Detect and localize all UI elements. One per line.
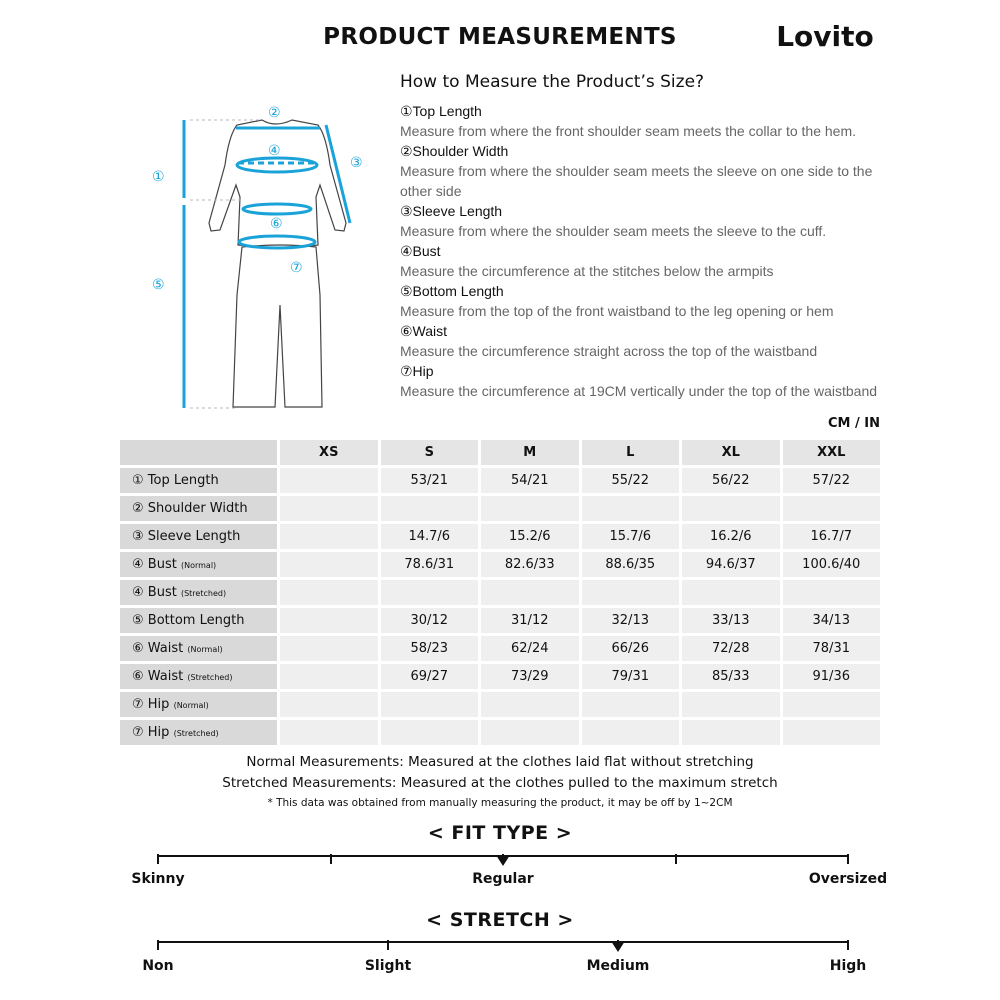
diagram-label-2: ② bbox=[268, 105, 281, 121]
diagram-label-4: ④ bbox=[268, 143, 281, 159]
diagram-label-6: ⑥ bbox=[270, 216, 283, 232]
row-label-text: ⑦ Hip bbox=[132, 697, 170, 712]
normal-note: Normal Measurements: Measured at the clothes laid flat without stretching bbox=[246, 754, 754, 770]
size-header: XL bbox=[682, 440, 780, 465]
guide-item-desc: Measure the circumference at the stitches below the armpits bbox=[400, 263, 774, 279]
scale-label: Oversized bbox=[808, 871, 888, 887]
row-label-text: ③ Sleeve Length bbox=[132, 529, 241, 544]
stretched-note: Stretched Measurements: Measured at the clothes pulled to the maximum stretch bbox=[222, 775, 778, 791]
table-cell: 16.7/7 bbox=[783, 524, 881, 549]
guide-item-title: ②Shoulder Width bbox=[400, 143, 509, 159]
table-cell: 66/26 bbox=[582, 636, 680, 661]
scale-tick bbox=[157, 940, 159, 950]
size-header: XS bbox=[280, 440, 378, 465]
scale-tick bbox=[847, 940, 849, 950]
table-cell: 54/21 bbox=[481, 468, 579, 493]
table-cell: 79/31 bbox=[582, 664, 680, 689]
table-cell: 91/36 bbox=[783, 664, 881, 689]
table-cell: 57/22 bbox=[783, 468, 881, 493]
size-header: S bbox=[381, 440, 479, 465]
table-cell: 16.2/6 bbox=[682, 524, 780, 549]
diagram-label-7: ⑦ bbox=[290, 260, 303, 276]
row-label-text: ② Shoulder Width bbox=[132, 501, 248, 516]
table-cell: 15.2/6 bbox=[481, 524, 579, 549]
guide-item-desc: Measure from where the shoulder seam meets the sleeve on one side to the other side bbox=[400, 163, 873, 199]
row-label-text: ① Top Length bbox=[132, 473, 219, 488]
page-title: PRODUCT MEASUREMENTS bbox=[323, 24, 677, 50]
row-label-qualifier: (Normal) bbox=[187, 645, 223, 654]
table-cell: 88.6/35 bbox=[582, 552, 680, 577]
size-header: M bbox=[481, 440, 579, 465]
table-cell: 100.6/40 bbox=[783, 552, 881, 577]
row-label-text: ⑦ Hip bbox=[132, 725, 170, 740]
scale-label: Non bbox=[142, 958, 174, 974]
accuracy-note: * This data was obtained from manually measuring the product, it may be off by 1~2CM bbox=[267, 797, 733, 809]
diagram-label-3: ③ bbox=[350, 155, 363, 171]
guide-item-title: ⑤Bottom Length bbox=[400, 283, 504, 299]
guide-item-title: ③Sleeve Length bbox=[400, 203, 503, 219]
size-header: XXL bbox=[783, 440, 881, 465]
table-cell: 69/27 bbox=[381, 664, 479, 689]
table-cell: 56/22 bbox=[682, 468, 780, 493]
table-cell: 58/23 bbox=[381, 636, 479, 661]
guide-heading: How to Measure the Product’s Size? bbox=[400, 72, 705, 92]
row-label-text: ⑥ Waist bbox=[132, 669, 184, 684]
table-cell: 72/28 bbox=[682, 636, 780, 661]
scale-tick bbox=[387, 940, 389, 950]
guide-item-desc: Measure the circumference straight across the top of the waistband bbox=[400, 343, 818, 359]
table-cell: 55/22 bbox=[582, 468, 680, 493]
table-cell: 78/31 bbox=[783, 636, 881, 661]
unit-label: CM / IN bbox=[828, 416, 880, 431]
table-cell: 82.6/33 bbox=[481, 552, 579, 577]
table-cell: 94.6/37 bbox=[682, 552, 780, 577]
size-header: L bbox=[582, 440, 680, 465]
brand-logo: Lovito bbox=[776, 20, 874, 53]
scale-label: Skinny bbox=[131, 871, 185, 887]
table-cell: 31/12 bbox=[481, 608, 579, 633]
scale-indicator-icon bbox=[611, 941, 625, 952]
table-cell: 15.7/6 bbox=[582, 524, 680, 549]
table-cell: 62/24 bbox=[481, 636, 579, 661]
table-cell: 14.7/6 bbox=[381, 524, 479, 549]
table-cell: 73/29 bbox=[481, 664, 579, 689]
guide-item-title: ⑥Waist bbox=[400, 323, 448, 339]
table-cell: 33/13 bbox=[682, 608, 780, 633]
guide-item-title: ①Top Length bbox=[400, 103, 482, 119]
diagram-label-5: ⑤ bbox=[152, 277, 165, 293]
stretch-title: < STRETCH > bbox=[426, 909, 574, 931]
row-label-qualifier: (Normal) bbox=[173, 701, 209, 710]
row-label-text: ⑥ Waist bbox=[132, 641, 184, 656]
guide-item-title: ④Bust bbox=[400, 243, 441, 259]
table-cell: 32/13 bbox=[582, 608, 680, 633]
table-cell: 30/12 bbox=[381, 608, 479, 633]
guide-item-desc: Measure the circumference at 19CM vertically under the top of the waistband bbox=[400, 383, 878, 399]
guide-item-title: ⑦Hip bbox=[400, 363, 434, 379]
row-label-qualifier: (Normal) bbox=[180, 561, 217, 570]
scale-label: High bbox=[829, 958, 867, 974]
scale-label: Regular bbox=[472, 871, 534, 887]
table-cell: 53/21 bbox=[381, 468, 479, 493]
row-label-text: ⑤ Bottom Length bbox=[132, 613, 245, 628]
row-label-qualifier: (Stretched) bbox=[180, 589, 227, 598]
table-cell: 85/33 bbox=[682, 664, 780, 689]
row-label-text: ④ Bust bbox=[132, 585, 177, 600]
scale-line bbox=[158, 941, 848, 943]
row-label-qualifier: (Stretched) bbox=[173, 729, 219, 738]
row-label-qualifier: (Stretched) bbox=[187, 673, 233, 682]
guide-item-desc: Measure from where the shoulder seam meets the sleeve to the cuff. bbox=[400, 223, 827, 239]
guide-item-desc: Measure from the top of the front waistband to the leg opening or hem bbox=[400, 303, 834, 319]
guide-item-desc: Measure from where the front shoulder seam meets the collar to the hem. bbox=[400, 123, 856, 139]
scale-label: Medium bbox=[586, 958, 650, 974]
table-cell: 78.6/31 bbox=[381, 552, 479, 577]
fit-type-title: < FIT TYPE > bbox=[427, 822, 573, 844]
table-cell: 34/13 bbox=[783, 608, 881, 633]
row-label-text: ④ Bust bbox=[132, 557, 177, 572]
scale-label: Slight bbox=[364, 958, 412, 974]
diagram-label-1: ① bbox=[152, 169, 165, 185]
